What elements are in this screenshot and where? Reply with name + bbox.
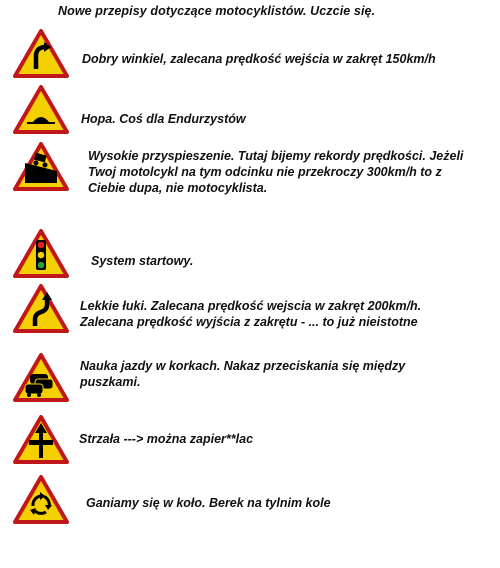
sign-description [82, 51, 436, 67]
description-line: Nauka jazdy w korkach. Nakaz przeciskania się między [80, 359, 406, 373]
description-line: System startowy. [91, 254, 194, 268]
traffic-lights-warning-icon [13, 228, 69, 278]
description-line: Zalecana prędkość wyjścia z zakrętu - ... to już nieistotne [80, 315, 418, 329]
sign-description [79, 431, 253, 447]
sign-description [88, 148, 463, 196]
sign-description [91, 253, 193, 269]
sign-description [80, 298, 421, 330]
steep-climb-warning-icon [13, 141, 69, 191]
description-line: Strzała ---> można zapier**lac [79, 432, 254, 446]
description-line: Twoj motolcykl na tym odcinku nie przekroczy 300km/h to z [88, 165, 442, 179]
sign-description [81, 111, 246, 127]
description-line: Lekkie łuki. Zalecana prędkość wejscia w zakręt 200km/h. [80, 299, 422, 313]
sign-description [86, 495, 331, 511]
roundabout-warning-icon [13, 474, 69, 524]
speed-bump-warning-icon [13, 84, 69, 134]
curve-right-warning-icon [13, 28, 69, 78]
description-line: Ciebie dupa, nie motocyklista. [88, 181, 268, 195]
crossroad-warning-icon [13, 414, 69, 464]
description-line: Wysokie przyspieszenie. Tutaj bijemy rekordy prędkości. Jeżeli [88, 149, 464, 163]
sign-description [80, 358, 405, 390]
page-title: Nowe przepisy dotyczące motocyklistów. Uczcie się. [58, 4, 376, 18]
traffic-jam-warning-icon [13, 352, 69, 402]
description-line: Hopa. Coś dla Endurzystów [81, 112, 246, 126]
double-curve-warning-icon [13, 283, 69, 333]
description-line: Ganiamy się w koło. Berek na tylnim kole [86, 496, 331, 510]
description-line: Dobry winkiel, zalecana prędkość wejścia w zakręt 150km/h [82, 52, 436, 66]
description-line: puszkami. [80, 375, 141, 389]
